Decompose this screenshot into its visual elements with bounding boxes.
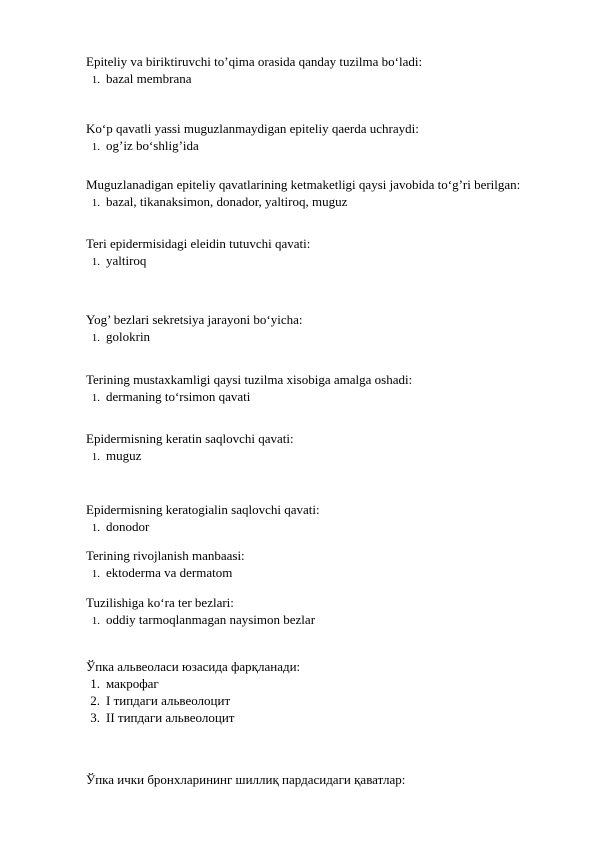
answer-text: muguz xyxy=(106,448,142,463)
answer-text: dermaning to‘rsimon qavati xyxy=(106,389,251,404)
answer-1-1 xyxy=(86,71,192,88)
answer-number: 1. xyxy=(91,197,100,209)
answer-text: ektoderma va dermatom xyxy=(106,565,233,580)
question-8: Epidermisning keratogialin saqlovchi qavati: xyxy=(86,502,320,517)
question-7: Epidermisning keratin saqlovchi qavati: xyxy=(86,431,294,446)
answer-2-1 xyxy=(86,138,199,155)
question-6: Terining mustaxkamligi qaysi tuzilma xisobiga amalga oshadi: xyxy=(86,372,413,387)
answer-text: макрофаг xyxy=(106,676,159,691)
answer-text: donodor xyxy=(106,519,150,534)
answer-text: og’iz bo‘shlig’ida xyxy=(106,138,199,153)
answer-9-1 xyxy=(86,565,232,582)
answer-10-1 xyxy=(86,612,315,629)
answer-8-1 xyxy=(86,519,149,536)
answer-number: 1. xyxy=(91,74,100,86)
question-2: Ko‘p qavatli yassi muguzlanmaydigan epiteliy qaerda uchraydi: xyxy=(86,121,419,136)
answer-number: 1. xyxy=(91,392,100,404)
answer-5-1 xyxy=(86,329,150,346)
answer-11-2 xyxy=(86,693,230,708)
answer-number: 1. xyxy=(91,332,100,344)
answer-3-1 xyxy=(86,194,347,211)
answer-number: 3. xyxy=(90,710,100,725)
question-12: Ўпка ички бронхларининг шиллиқ пардасидаги қаватлар: xyxy=(86,772,406,787)
answer-number: 2. xyxy=(90,693,100,708)
answer-6-1 xyxy=(86,389,250,406)
question-10: Tuzilishiga ko‘ra ter bezlari: xyxy=(86,595,234,610)
answer-4-1 xyxy=(86,253,146,270)
question-11: Ўпка альвеоласи юзасида фарқланади: xyxy=(86,659,301,674)
answer-number: 1. xyxy=(91,256,100,268)
answer-11-3 xyxy=(86,710,234,725)
answer-number: 1. xyxy=(91,615,100,627)
answer-text: bazal membrana xyxy=(106,71,192,86)
answer-11-1 xyxy=(86,676,159,691)
answer-text: yaltiroq xyxy=(106,253,147,268)
answer-number: 1. xyxy=(91,141,100,153)
answer-7-1 xyxy=(86,448,141,465)
answer-text: II типдаги альвеолоцит xyxy=(106,710,235,725)
question-9: Terining rivojlanish manbaasi: xyxy=(86,548,245,563)
answer-number: 1. xyxy=(91,568,100,580)
answer-number: 1. xyxy=(91,522,100,534)
answer-text: I типдаги альвеолоцит xyxy=(106,693,231,708)
answer-number: 1. xyxy=(90,676,100,691)
question-3: Muguzlanadigan epiteliy qavatlarining ketmaketligi qaysi javobida to‘g’ri berilgan: xyxy=(86,177,521,192)
answer-text: bazal, tikanaksimon, donador, yaltiroq, muguz xyxy=(106,194,348,209)
answer-number: 1. xyxy=(91,451,100,463)
question-1: Epiteliy va biriktiruvchi to’qima orasida qanday tuzilma bo‘ladi: xyxy=(86,54,423,69)
question-5: Yog’ bezlari sekretsiya jarayoni bo‘yicha: xyxy=(86,312,303,327)
question-4: Teri epidermisidagi eleidin tutuvchi qavati: xyxy=(86,236,311,251)
answer-text: golokrin xyxy=(106,329,151,344)
answer-text: oddiy tarmoqlanmagan naysimon bezlar xyxy=(106,612,316,627)
